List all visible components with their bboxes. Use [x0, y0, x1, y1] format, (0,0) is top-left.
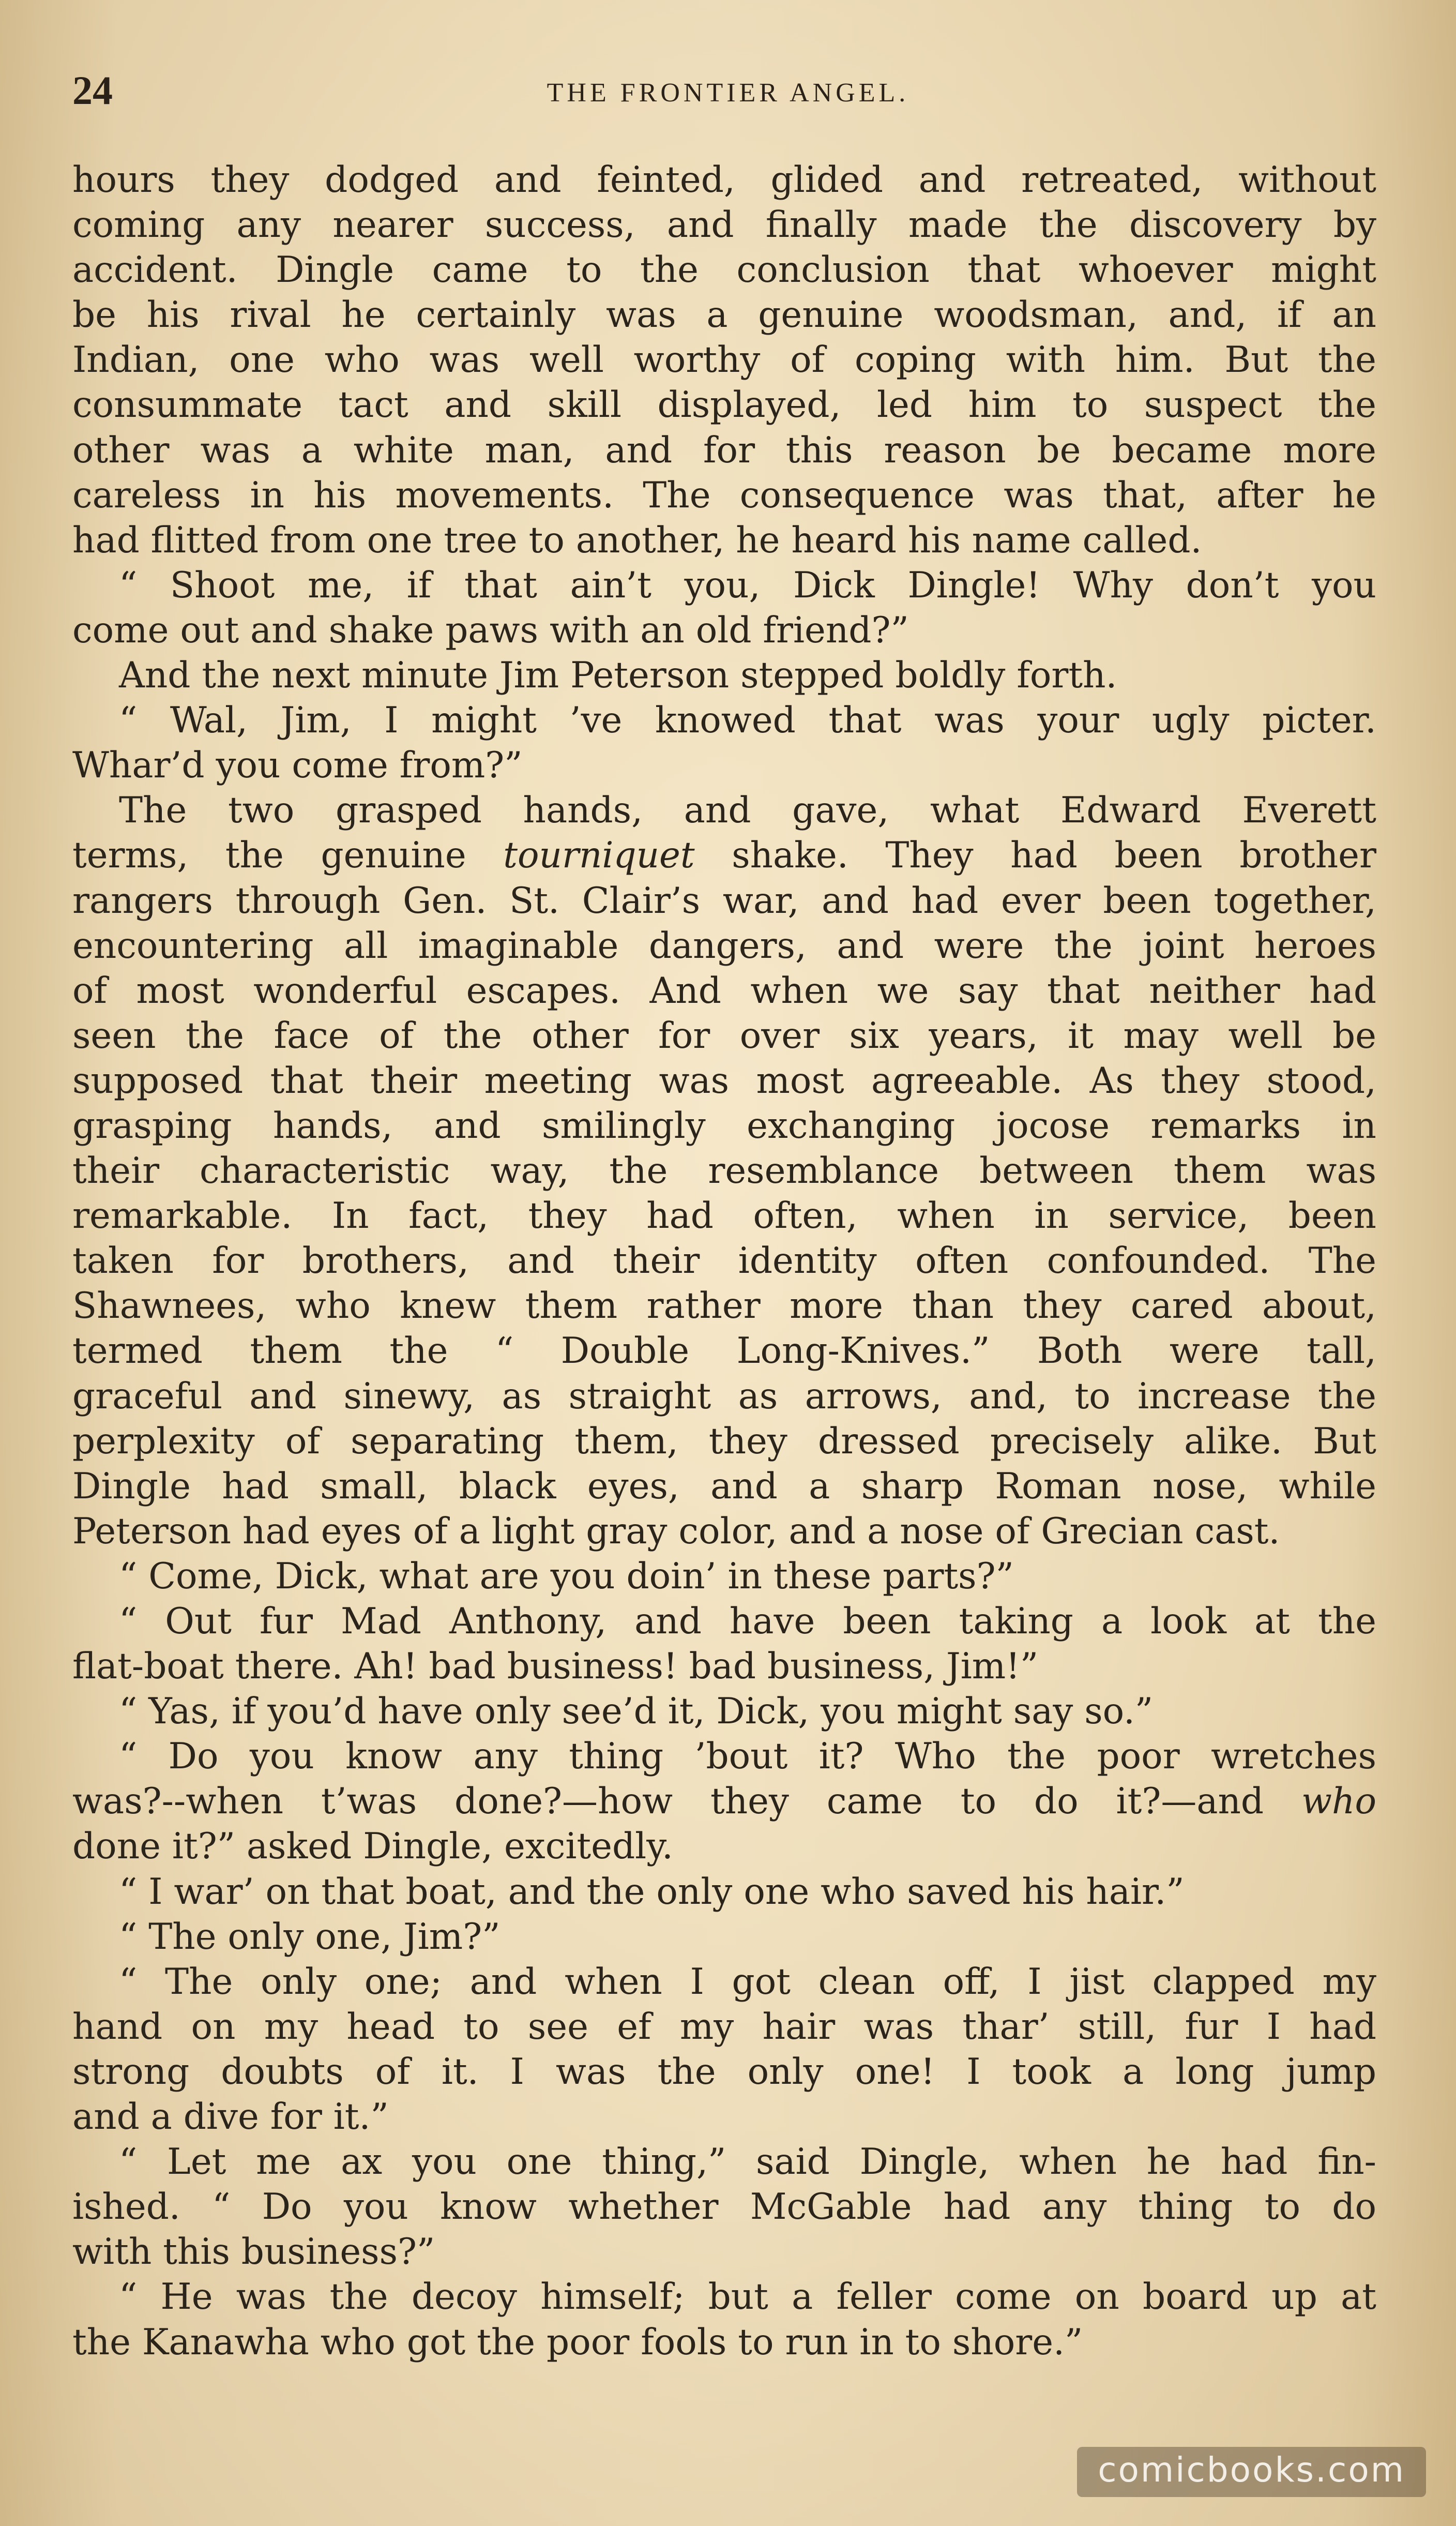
text-line: remarkable. In fact, they had often, when in service, been — [72, 1195, 1376, 1237]
text-line: graceful and sinewy, as straight as arrows, and, to increase the — [72, 1375, 1376, 1417]
text-line-part: terms, the genuine — [72, 835, 504, 877]
text-line: come out and shake paws with an old friend?” — [72, 609, 909, 651]
watermark: comicbooks.com — [1077, 2447, 1426, 2497]
text-line — [72, 833, 1376, 878]
text-line: supposed that their meeting was most agreeable. As they stood, — [72, 1060, 1376, 1102]
text-line: Indian, one who was well worthy of coping with him. But the — [72, 339, 1376, 381]
text-line: hand on my head to see ef my hair was thar’ still, fur I had — [72, 2006, 1376, 2048]
text-line: “ Yas, if you’d have only see’d it, Dick, you might say so.” — [119, 1691, 1154, 1733]
text-line-part: was?--when t’was done?—how they came to do it?—and — [72, 1781, 1301, 1823]
text-line: grasping hands, and smilingly exchanging jocose remarks in — [72, 1105, 1376, 1147]
text-line: The two grasped hands, and gave, what Edward Everett — [119, 790, 1376, 832]
text-line: be his rival he certainly was a genuine woodsman, and, if an — [72, 294, 1376, 336]
text-line-part: shake. They had been brother — [694, 835, 1376, 877]
text-line: flat-boat there. Ah! bad business! bad business, Jim!” — [72, 1646, 1039, 1688]
text-line: Whar’d you come from?” — [72, 745, 523, 787]
text-line: their characteristic way, the resemblance between them was — [72, 1150, 1376, 1192]
text-line: taken for brothers, and their identity often confounded. The — [72, 1240, 1376, 1282]
text-line: “ Do you know any thing ’bout it? Who the poor wretches — [119, 1736, 1376, 1778]
text-line: coming any nearer success, and finally made the discovery by — [72, 204, 1376, 246]
text-line: “ He was the decoy himself; but a feller come on board up at — [119, 2276, 1376, 2318]
text-line: “ I war’ on that boat, and the only one who saved his hair.” — [119, 1871, 1185, 1913]
text-line: accident. Dingle came to the conclusion that whoever might — [72, 249, 1376, 291]
text-line: of most wonderful escapes. And when we say that neither had — [72, 970, 1376, 1012]
text-line: “ Out fur Mad Anthony, and have been taking a look at the — [119, 1601, 1376, 1642]
text-line: rangers through Gen. St. Clair’s war, and had ever been together, — [72, 880, 1376, 922]
text-line — [72, 1779, 1376, 1824]
text-line: And the next minute Jim Peterson stepped boldly forth. — [119, 655, 1117, 697]
text-line: termed them the “ Double Long-Knives.” Both were tall, — [72, 1330, 1376, 1372]
text-line: with this business?” — [72, 2231, 435, 2273]
running-head: THE FRONTIER ANGEL. — [547, 78, 909, 108]
page-number: 24 — [72, 68, 113, 113]
text-line: and a dive for it.” — [72, 2096, 389, 2138]
text-line: the Kanawha who got the poor fools to run in to shore.” — [72, 2321, 1083, 2363]
text-line: consummate tact and skill displayed, led him to suspect the — [72, 384, 1376, 426]
text-line: “ The only one, Jim?” — [119, 1916, 501, 1958]
text-line: Peterson had eyes of a light gray color, and a nose of Grecian cast. — [72, 1510, 1280, 1552]
text-line: Shawnees, who knew them rather more than they cared about, — [72, 1285, 1376, 1327]
text-line: “ Let me ax you one thing,” said Dingle, when he had fin- — [119, 2141, 1376, 2183]
text-line: strong doubts of it. I was the only one! I took a long jump — [72, 2051, 1376, 2093]
text-line: “ Come, Dick, what are you doin’ in these parts?” — [119, 1555, 1014, 1597]
text-line: hours they dodged and feinted, glided and retreated, without — [72, 159, 1376, 201]
text-line: perplexity of separating them, they dressed precisely alike. But — [72, 1420, 1376, 1462]
text-line: ished. “ Do you know whether McGable had any thing to do — [72, 2186, 1376, 2228]
text-line: “ The only one; and when I got clean off, I jist clapped my — [119, 1961, 1376, 2003]
body-text — [72, 158, 1376, 2365]
text-line: Dingle had small, black eyes, and a sharp Roman nose, while — [72, 1465, 1376, 1507]
text-line: had flitted from one tree to another, he heard his name called. — [72, 519, 1202, 561]
text-line: encountering all imaginable dangers, and were the joint heroes — [72, 925, 1376, 967]
text-line: other was a white man, and for this reason be became more — [72, 429, 1376, 471]
text-line: done it?” asked Dingle, excitedly. — [72, 1826, 673, 1868]
italic-word: who — [1301, 1781, 1376, 1823]
italic-word: tourniquet — [503, 835, 695, 877]
text-line: “ Wal, Jim, I might ’ve knowed that was your ugly picter. — [119, 700, 1376, 742]
text-line: “ Shoot me, if that ain’t you, Dick Dingle! Why don’t you — [119, 564, 1376, 606]
text-line: careless in his movements. The consequence was that, after he — [72, 474, 1376, 516]
text-line: seen the face of the other for over six years, it may well be — [72, 1015, 1376, 1057]
